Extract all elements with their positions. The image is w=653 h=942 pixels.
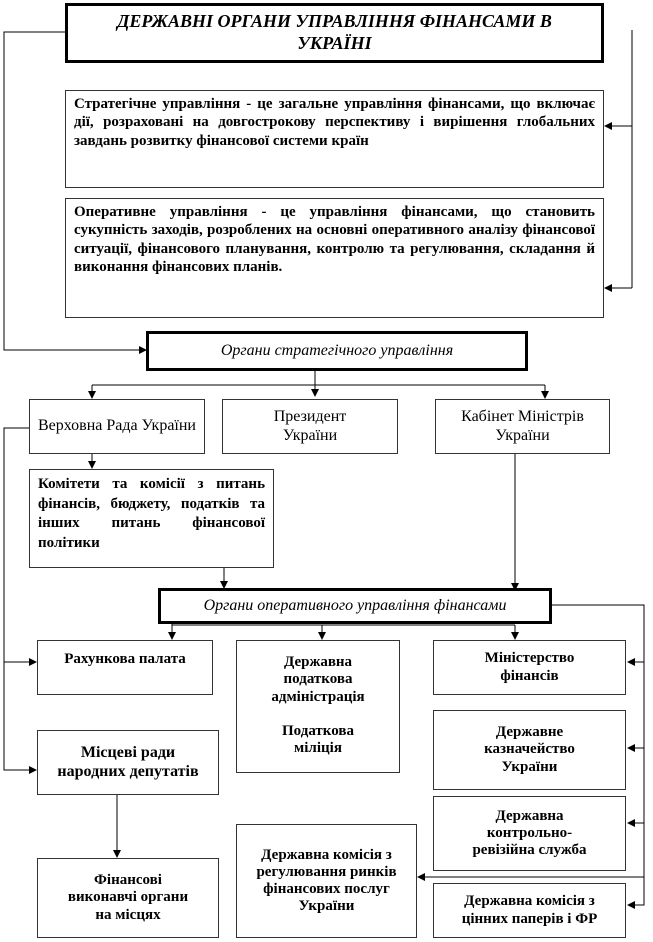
node-local-executive-label: Фінансові виконавчі органи на місцях <box>67 872 189 923</box>
page-title <box>65 3 604 63</box>
node-audit-service-label: Державна контрольно-ревізійна служба <box>472 807 587 859</box>
node-treasury-label: Державне казначейство України <box>484 724 575 775</box>
strategic-header-text: Органи стратегічного управління <box>220 341 454 359</box>
node-treasury <box>433 710 626 790</box>
node-president <box>222 399 398 454</box>
node-accounting-chamber <box>37 640 213 695</box>
node-committees-label: Комітети та комісії з питань фінансів, бюджету, податків та інших питань фінансової політики <box>38 476 265 551</box>
node-verkhovna-rada <box>29 399 205 454</box>
node-fin-services-commission-label: Державна комісія з регулювання ринків фінансових послуг України <box>256 846 397 915</box>
strategic-definition <box>65 90 604 188</box>
page-title-text: ДЕРЖАВНІ ОРГАНИ УПРАВЛІННЯ ФІНАНСАМИ В УКРАЇНІ <box>117 11 552 53</box>
node-president-label: Президент України <box>273 408 347 444</box>
node-local-councils-label: Місцеві ради народних депутатів <box>57 744 199 780</box>
operative-definition-text: - це управління фінансами, що становить сукупність заходів, розроблених на основні оперативного аналізу фінансової ситуації, фінансового планування, контролю та регулювання, складання й виконання фінансових планів. <box>74 204 595 275</box>
node-local-executive <box>37 858 219 938</box>
operative-header-text: Органи оперативного управління фінансами <box>203 596 507 614</box>
node-cabinet-label: Кабінет Міністрів України <box>461 408 584 444</box>
node-tax-admin <box>236 640 400 720</box>
strategic-header <box>146 331 528 371</box>
operative-header <box>158 588 552 624</box>
node-tax-police <box>236 719 400 773</box>
node-verkhovna-rada-label: Верховна Рада України <box>38 417 196 435</box>
strategic-definition-term: Стратегічне управління <box>74 96 241 112</box>
operative-definition <box>65 198 604 318</box>
node-audit-service <box>433 796 626 871</box>
node-tax-admin-label: Державна податкова адміністрація <box>271 654 365 705</box>
strategic-definition-text: - це загальне управління фінансами, що включає дії, розраховані на довгострокову перспективу і вирішення глобальних завдань розвитку фінансової системи країн <box>74 96 595 149</box>
node-ministry-finance-label: Міністерство фінансів <box>484 650 575 684</box>
node-tax-police-label: Податкова міліція <box>282 723 354 757</box>
node-accounting-chamber-label: Рахункова палата <box>64 651 186 667</box>
operative-definition-term: Оперативне управління <box>74 204 248 220</box>
node-committees <box>29 469 274 568</box>
node-local-councils <box>37 730 219 795</box>
node-cabinet <box>435 399 610 454</box>
node-fin-services-commission <box>236 824 417 938</box>
node-ministry-finance <box>433 640 626 695</box>
node-securities-commission-label: Державна комісія з цінних паперів і ФР <box>461 893 598 927</box>
node-securities-commission <box>433 883 626 938</box>
